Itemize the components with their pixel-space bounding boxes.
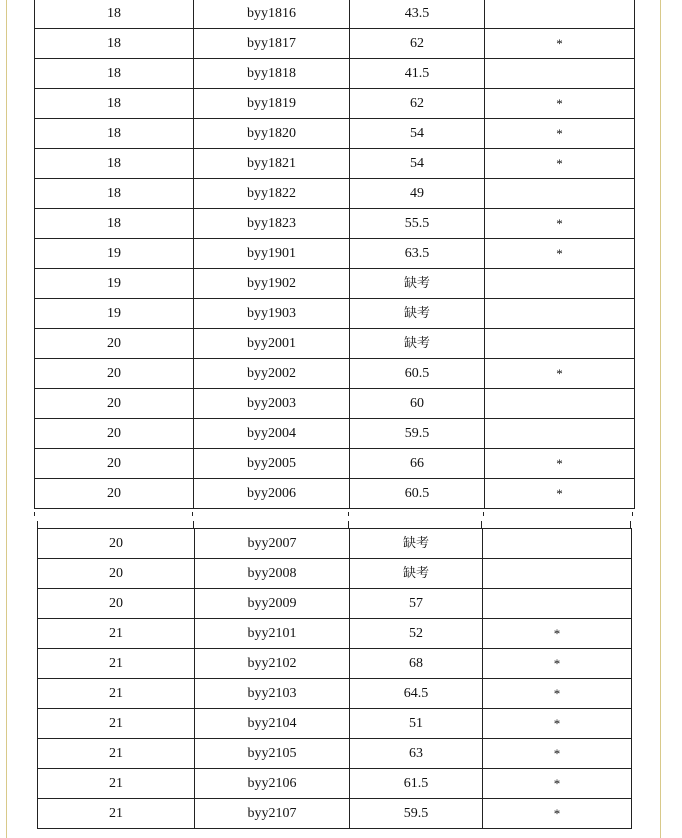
score-table-top <box>34 0 635 509</box>
room-number-cell: 20 <box>35 329 194 359</box>
room-number-cell: 21 <box>38 619 195 649</box>
room-number-cell: 21 <box>38 769 195 799</box>
page-break-stub <box>34 512 35 516</box>
score-cell: 54 <box>350 149 485 179</box>
table-row <box>35 209 635 239</box>
score-cell: 66 <box>350 449 485 479</box>
room-number-cell: 19 <box>35 269 194 299</box>
table-row <box>35 329 635 359</box>
candidate-id-cell: byy2003 <box>194 389 350 419</box>
qualified-mark-cell <box>485 389 635 419</box>
qualified-mark-cell <box>483 589 632 619</box>
candidate-id-cell: byy1819 <box>194 89 350 119</box>
qualified-mark-cell <box>485 179 635 209</box>
score-cell: 缺考 <box>350 299 485 329</box>
candidate-id-cell: byy1822 <box>194 179 350 209</box>
room-number-cell: 20 <box>35 389 194 419</box>
table-row <box>35 59 635 89</box>
room-number-cell: 20 <box>35 449 194 479</box>
score-cell: 60 <box>350 389 485 419</box>
qualified-mark-cell: * <box>485 449 635 479</box>
table-row <box>38 589 632 619</box>
qualified-mark-cell: * <box>485 89 635 119</box>
room-number-cell: 21 <box>38 679 195 709</box>
room-number-cell: 20 <box>35 419 194 449</box>
candidate-id-cell: byy2103 <box>195 679 350 709</box>
qualified-mark-cell: * <box>483 799 632 829</box>
qualified-mark-cell: * <box>483 679 632 709</box>
room-number-cell: 19 <box>35 299 194 329</box>
qualified-mark-cell <box>485 299 635 329</box>
table-row <box>38 739 632 769</box>
room-number-cell: 20 <box>35 359 194 389</box>
qualified-mark-cell: * <box>485 239 635 269</box>
table-row <box>35 239 635 269</box>
table-row <box>38 619 632 649</box>
score-cell: 62 <box>350 89 485 119</box>
table-row <box>38 709 632 739</box>
room-number-cell: 18 <box>35 89 194 119</box>
score-cell: 缺考 <box>350 269 485 299</box>
room-number-cell: 21 <box>38 649 195 679</box>
candidate-id-cell: byy2101 <box>195 619 350 649</box>
qualified-mark-cell <box>485 59 635 89</box>
candidate-id-cell: byy2105 <box>195 739 350 769</box>
table-row <box>38 649 632 679</box>
qualified-mark-cell: * <box>483 619 632 649</box>
score-cell: 51 <box>350 709 483 739</box>
table-row <box>35 149 635 179</box>
room-number-cell: 18 <box>35 59 194 89</box>
candidate-id-cell: byy2009 <box>195 589 350 619</box>
qualified-mark-cell <box>483 529 632 559</box>
room-number-cell: 18 <box>35 209 194 239</box>
candidate-id-cell: byy1903 <box>194 299 350 329</box>
page-break-stub <box>348 512 349 516</box>
room-number-cell: 21 <box>38 739 195 769</box>
candidate-id-cell: byy2008 <box>195 559 350 589</box>
table-row <box>35 89 635 119</box>
table-row <box>35 29 635 59</box>
room-number-cell: 20 <box>38 589 195 619</box>
room-number-cell: 21 <box>38 709 195 739</box>
score-cell: 54 <box>350 119 485 149</box>
qualified-mark-cell: * <box>485 479 635 509</box>
score-cell: 63.5 <box>350 239 485 269</box>
qualified-mark-cell: * <box>483 739 632 769</box>
candidate-id-cell: byy1820 <box>194 119 350 149</box>
candidate-id-cell: byy2002 <box>194 359 350 389</box>
score-cell: 缺考 <box>350 329 485 359</box>
candidate-id-cell: byy2005 <box>194 449 350 479</box>
qualified-mark-cell: * <box>485 29 635 59</box>
room-number-cell: 18 <box>35 179 194 209</box>
score-cell: 63 <box>350 739 483 769</box>
candidate-id-cell: byy1816 <box>194 0 350 29</box>
candidate-id-cell: byy1817 <box>194 29 350 59</box>
qualified-mark-cell: * <box>485 209 635 239</box>
score-cell: 61.5 <box>350 769 483 799</box>
score-cell: 43.5 <box>350 0 485 29</box>
qualified-mark-cell: * <box>483 649 632 679</box>
table-row <box>38 769 632 799</box>
score-cell: 60.5 <box>350 479 485 509</box>
candidate-id-cell: byy2004 <box>194 419 350 449</box>
candidate-id-cell: byy1823 <box>194 209 350 239</box>
score-cell: 59.5 <box>350 799 483 829</box>
candidate-id-cell: byy2006 <box>194 479 350 509</box>
candidate-id-cell: byy1902 <box>194 269 350 299</box>
room-number-cell: 18 <box>35 119 194 149</box>
page-break-stub <box>192 512 193 516</box>
score-cell: 60.5 <box>350 359 485 389</box>
score-cell: 59.5 <box>350 419 485 449</box>
qualified-mark-cell <box>483 559 632 589</box>
qualified-mark-cell <box>485 419 635 449</box>
candidate-id-cell: byy2106 <box>195 769 350 799</box>
score-cell: 64.5 <box>350 679 483 709</box>
page-break-stub <box>632 512 633 516</box>
candidate-id-cell: byy2007 <box>195 529 350 559</box>
room-number-cell: 19 <box>35 239 194 269</box>
qualified-mark-cell <box>485 269 635 299</box>
qualified-mark-cell: * <box>483 769 632 799</box>
qualified-mark-cell: * <box>485 149 635 179</box>
candidate-id-cell: byy2001 <box>194 329 350 359</box>
candidate-id-cell: byy1818 <box>194 59 350 89</box>
table-row <box>35 419 635 449</box>
score-cell: 57 <box>350 589 483 619</box>
room-number-cell: 18 <box>35 29 194 59</box>
candidate-id-cell: byy2104 <box>195 709 350 739</box>
qualified-mark-cell: * <box>485 359 635 389</box>
score-table-bottom <box>37 528 632 829</box>
score-cell: 49 <box>350 179 485 209</box>
room-number-cell: 20 <box>38 529 195 559</box>
score-cell: 55.5 <box>350 209 485 239</box>
table-row <box>38 679 632 709</box>
score-cell: 62 <box>350 29 485 59</box>
table-row <box>35 119 635 149</box>
table-row <box>35 359 635 389</box>
room-number-cell: 20 <box>35 479 194 509</box>
score-cell: 41.5 <box>350 59 485 89</box>
table-row <box>38 559 632 589</box>
room-number-cell: 18 <box>35 0 194 29</box>
table-row <box>38 799 632 829</box>
room-number-cell: 18 <box>35 149 194 179</box>
qualified-mark-cell <box>485 329 635 359</box>
qualified-mark-cell: * <box>483 709 632 739</box>
score-table-top-body <box>35 0 635 509</box>
table-row <box>35 179 635 209</box>
table-row <box>35 479 635 509</box>
candidate-id-cell: byy2107 <box>195 799 350 829</box>
score-cell: 52 <box>350 619 483 649</box>
candidate-id-cell: byy2102 <box>195 649 350 679</box>
room-number-cell: 20 <box>38 559 195 589</box>
table-row <box>35 0 635 29</box>
candidate-id-cell: byy1901 <box>194 239 350 269</box>
score-cell: 缺考 <box>350 559 483 589</box>
table-row <box>35 389 635 419</box>
table-row <box>35 269 635 299</box>
room-number-cell: 21 <box>38 799 195 829</box>
table-row <box>35 299 635 329</box>
table-row <box>38 529 632 559</box>
qualified-mark-cell <box>485 0 635 29</box>
score-cell: 缺考 <box>350 529 483 559</box>
score-table-bottom-body <box>38 529 632 829</box>
page-break-stub <box>483 512 484 516</box>
qualified-mark-cell: * <box>485 119 635 149</box>
score-cell: 68 <box>350 649 483 679</box>
candidate-id-cell: byy1821 <box>194 149 350 179</box>
table-row <box>35 449 635 479</box>
